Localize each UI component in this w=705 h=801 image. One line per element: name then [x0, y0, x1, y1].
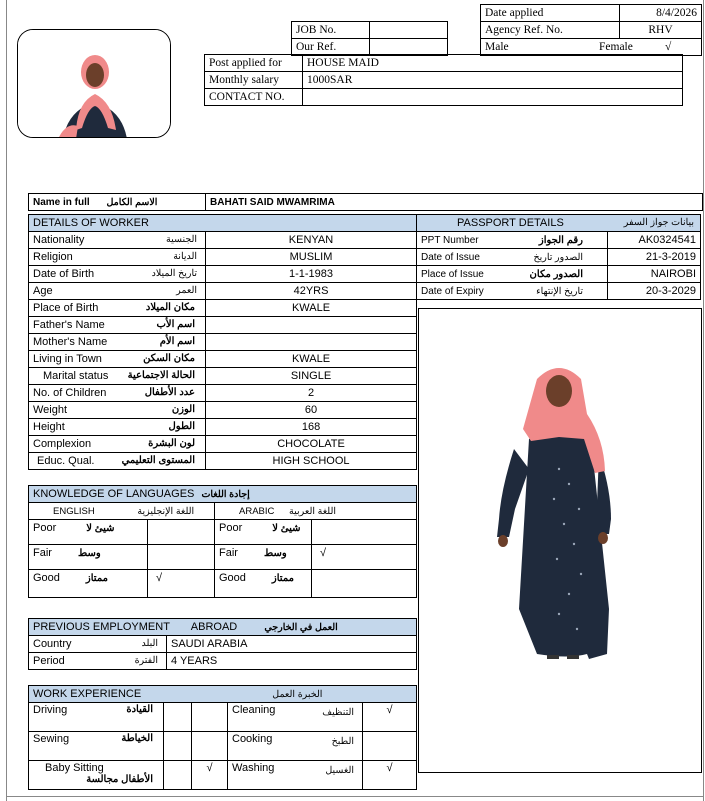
- worker-label-cell: [29, 436, 206, 453]
- worker-row: [29, 402, 417, 419]
- arabic-header: [215, 503, 417, 520]
- arabic-level-cell: [215, 545, 312, 570]
- work-exp-title: WORK EXPERIENCE: [33, 688, 142, 700]
- worker-label-cell: [29, 419, 206, 436]
- passport-row: [417, 232, 701, 249]
- work-left-label: Baby Sitting: [45, 762, 104, 774]
- passport-label-ar: رقم الجواز: [538, 234, 583, 246]
- passport-value: AK0324541: [608, 232, 701, 249]
- arabic-level-label-ar: ممتاز: [271, 573, 294, 584]
- period-label-cell: [29, 653, 167, 670]
- english-mark: [148, 545, 215, 570]
- date-applied-value: 8/4/2026: [620, 5, 702, 22]
- work-right-mark: [363, 732, 417, 761]
- passport-table: [416, 214, 701, 300]
- work-left-gap: [164, 703, 192, 732]
- worker-label: Father's Name: [33, 319, 105, 331]
- english-level-cell: [29, 520, 148, 545]
- worker-row: [29, 249, 417, 266]
- monthly-salary-value: 1000SAR: [303, 72, 683, 89]
- worker-label-ar: الديانة: [173, 251, 197, 262]
- prev-emp-title-ar: العمل في الخارجي: [264, 622, 338, 633]
- work-left-cell: [29, 732, 164, 761]
- period-value: 4 YEARS: [167, 653, 417, 670]
- worker-label-ar: العمر: [176, 285, 197, 296]
- work-right-cell: [228, 732, 363, 761]
- passport-value: 20-3-2029: [608, 283, 701, 300]
- work-left-label-ar: الخياطة: [121, 733, 153, 744]
- worker-label-cell: [29, 368, 206, 385]
- worker-label-ar: الجنسية: [166, 234, 197, 245]
- worker-row: [29, 351, 417, 368]
- worker-label: Date of Birth: [33, 268, 95, 280]
- post-applied-label: Post applied for: [205, 55, 303, 72]
- language-row: [29, 545, 417, 570]
- work-left-mark: [192, 703, 228, 732]
- worker-value: [206, 317, 417, 334]
- worker-label: Weight: [33, 404, 68, 416]
- worker-value: MUSLIM: [206, 249, 417, 266]
- english-mark: [148, 520, 215, 545]
- languages-title-cell: [29, 486, 417, 503]
- worker-value: KENYAN: [206, 232, 417, 249]
- worker-row: [29, 453, 417, 470]
- worker-label: No. of Children: [33, 387, 107, 399]
- worker-row: [29, 419, 417, 436]
- work-left-mark: √: [192, 761, 228, 790]
- page-border-bottom: [6, 796, 704, 797]
- worker-row: [29, 232, 417, 249]
- language-row: [29, 570, 417, 598]
- work-left-label: Driving: [33, 704, 68, 716]
- name-label: Name in full: [33, 196, 90, 208]
- worker-row: [29, 266, 417, 283]
- work-left-label: Sewing: [33, 733, 70, 745]
- arabic-level-label-ar: شيئ لا: [272, 523, 301, 534]
- agency-ref-value: RHV: [620, 22, 702, 39]
- work-exp-title-cell: [29, 686, 417, 703]
- our-ref-label: Our Ref.: [292, 39, 370, 56]
- work-left-gap: [164, 761, 192, 790]
- period-label: Period: [33, 655, 65, 667]
- prev-emp-title-cell: [29, 619, 417, 636]
- country-label: Country: [33, 638, 72, 650]
- worker-label: Mother's Name: [33, 336, 108, 348]
- worker-row: [29, 436, 417, 453]
- work-left-gap: [164, 732, 192, 761]
- arabic-mark: [312, 570, 417, 598]
- passport-value: NAIROBI: [608, 266, 701, 283]
- portrait-photo-icon: [18, 30, 171, 138]
- prev-emp-abroad: ABROAD: [190, 621, 238, 633]
- worker-row: [29, 368, 417, 385]
- work-left-label-ar: الأطفال مجالسة: [86, 774, 153, 785]
- worker-label-ar: الطول: [168, 421, 195, 432]
- work-right-label-ar: الغسيل: [325, 765, 354, 776]
- name-label-ar: الاسم الكامل: [106, 196, 158, 208]
- worker-label-cell: [29, 249, 206, 266]
- worker-label-cell: [29, 402, 206, 419]
- worker-label-cell: [29, 453, 206, 470]
- agency-ref-label: Agency Ref. No.: [481, 22, 620, 39]
- full-body-photo-frame: [418, 308, 702, 773]
- full-body-photo-icon: [419, 309, 702, 773]
- worker-label-cell: [29, 300, 206, 317]
- work-right-label-ar: التنظيف: [322, 707, 354, 718]
- passport-label-cell: [417, 283, 608, 300]
- english-level-label-ar: شيئ لا: [86, 523, 115, 534]
- arabic-mark: √: [312, 545, 417, 570]
- contact-label: CONTACT NO.: [205, 89, 303, 106]
- worker-value: KWALE: [206, 300, 417, 317]
- worker-label-cell: [29, 334, 206, 351]
- english-mark: √: [148, 570, 215, 598]
- passport-label-cell: [417, 266, 608, 283]
- worker-label: Age: [33, 285, 53, 297]
- worker-value: [206, 334, 417, 351]
- country-label-cell: [29, 636, 167, 653]
- worker-label-cell: [29, 317, 206, 334]
- english-header: [29, 503, 215, 520]
- english-label: ENGLISH: [53, 505, 95, 517]
- work-right-label: Cleaning: [232, 704, 276, 716]
- english-level-cell: [29, 545, 148, 570]
- worker-label: Religion: [33, 251, 73, 263]
- passport-label-ar: تاريخ الإنتهاء: [536, 285, 583, 297]
- female-mark: √: [665, 41, 672, 53]
- worker-label-ar: الوزن: [171, 404, 195, 415]
- date-applied-label: Date applied: [481, 5, 620, 22]
- language-row: [29, 520, 417, 545]
- english-level-cell: [29, 570, 148, 598]
- worker-row: [29, 334, 417, 351]
- passport-label: Date of Expiry: [421, 285, 484, 297]
- arabic-mark: [312, 520, 417, 545]
- male-label: Male: [485, 41, 509, 53]
- worker-row: [29, 385, 417, 402]
- post-applied-table: [204, 54, 683, 106]
- country-label-ar: البلد: [141, 638, 158, 649]
- worker-label-cell: [29, 266, 206, 283]
- worker-label-ar: اسم الأب: [156, 319, 195, 330]
- work-right-label: Cooking: [232, 733, 273, 745]
- work-right-mark: √: [363, 703, 417, 732]
- arabic-level-label-ar: وسط: [263, 548, 287, 559]
- passport-label: Date of Issue: [421, 251, 480, 263]
- english-level-label: Good: [33, 572, 60, 584]
- work-right-cell: [228, 761, 363, 790]
- arabic-label-ar: اللغة العربية: [289, 505, 336, 517]
- worker-value: 2: [206, 385, 417, 402]
- work-row: [29, 732, 417, 761]
- worker-label: Living in Town: [33, 353, 102, 365]
- worker-label-cell: [29, 283, 206, 300]
- worker-label: Educ. Qual.: [37, 455, 95, 467]
- period-label-ar: الفترة: [134, 655, 158, 666]
- worker-value: 1-1-1983: [206, 266, 417, 283]
- worker-value: KWALE: [206, 351, 417, 368]
- english-label-ar: اللغة الإنجليزية: [137, 505, 195, 517]
- worker-title: DETAILS OF WORKER: [29, 215, 417, 232]
- monthly-salary-label: Monthly salary: [205, 72, 303, 89]
- arabic-level-cell: [215, 570, 312, 598]
- page-border-right: [703, 0, 704, 801]
- worker-row: [29, 283, 417, 300]
- worker-row: [29, 317, 417, 334]
- arabic-level-label: Fair: [219, 547, 238, 559]
- passport-title-cell: [417, 215, 701, 232]
- languages-title-ar: إجادة اللغات: [201, 489, 250, 500]
- passport-label: PPT Number: [421, 234, 479, 246]
- passport-label: Place of Issue: [421, 268, 484, 280]
- worker-label-ar: لون البشرة: [148, 438, 195, 449]
- worker-value: HIGH SCHOOL: [206, 453, 417, 470]
- work-row: [29, 703, 417, 732]
- header-ref-table: [480, 4, 702, 56]
- previous-employment-table: [28, 618, 417, 670]
- worker-label-ar: المستوى التعليمي: [121, 455, 195, 466]
- worker-label: Complexion: [33, 438, 92, 450]
- work-right-label-ar: الطبخ: [331, 736, 354, 747]
- work-left-cell: [29, 703, 164, 732]
- worker-label: Marital status: [43, 370, 109, 382]
- worker-label-ar: الحالة الاجتماعية: [127, 370, 195, 381]
- work-left-cell: [29, 761, 164, 790]
- worker-value: SINGLE: [206, 368, 417, 385]
- passport-label-ar: الصدور تاريخ: [533, 251, 583, 263]
- languages-table: [28, 485, 417, 598]
- worker-label: Nationality: [33, 234, 85, 246]
- post-applied-value: HOUSE MAID: [303, 55, 683, 72]
- languages-title: KNOWLEDGE OF LANGUAGES: [33, 488, 195, 500]
- worker-label-ar: عدد الأطفال: [144, 387, 195, 398]
- worker-table: [28, 214, 417, 470]
- worker-label-ar: تاريخ الميلاد: [151, 268, 197, 279]
- female-label: Female: [599, 41, 633, 53]
- name-value: BAHATI SAID MWAMRIMA: [206, 194, 703, 211]
- work-exp-title-ar: الخبرة العمل: [272, 689, 323, 700]
- name-label-cell: [29, 194, 206, 211]
- prev-emp-title: PREVIOUS EMPLOYMENT: [33, 621, 170, 633]
- passport-row: [417, 249, 701, 266]
- worker-row: [29, 300, 417, 317]
- arabic-level-label: Good: [219, 572, 246, 584]
- work-right-cell: [228, 703, 363, 732]
- arabic-level-label: Poor: [219, 522, 243, 534]
- passport-row: [417, 266, 701, 283]
- worker-label-cell: [29, 232, 206, 249]
- work-left-label-ar: القيادة: [126, 704, 153, 715]
- passport-value: 21-3-2019: [608, 249, 701, 266]
- work-row: [29, 761, 417, 790]
- page-border-left: [6, 0, 7, 801]
- worker-value: CHOCOLATE: [206, 436, 417, 453]
- passport-label-ar: الصدور مكان: [529, 268, 583, 280]
- work-right-mark: √: [363, 761, 417, 790]
- worker-label-ar: مكان الميلاد: [145, 302, 195, 313]
- worker-label-ar: اسم الأم: [159, 336, 195, 347]
- arabic-level-cell: [215, 520, 312, 545]
- english-level-label-ar: وسط: [77, 548, 101, 559]
- name-table: [28, 193, 703, 211]
- work-experience-table: [28, 685, 417, 790]
- job-no-value: [370, 22, 448, 39]
- worker-label-ar: مكان السكن: [143, 353, 195, 364]
- english-level-label: Poor: [33, 522, 57, 534]
- arabic-label: ARABIC: [239, 505, 275, 517]
- worker-value: 42YRS: [206, 283, 417, 300]
- our-ref-value: [370, 39, 448, 56]
- worker-label: Place of Birth: [33, 302, 99, 314]
- country-value: SAUDI ARABIA: [167, 636, 417, 653]
- passport-row: [417, 283, 701, 300]
- worker-label-cell: [29, 351, 206, 368]
- passport-label-cell: [417, 249, 608, 266]
- passport-title: PASSPORT DETAILS: [457, 217, 564, 229]
- passport-label-cell: [417, 232, 608, 249]
- portrait-photo-frame: [17, 29, 171, 138]
- worker-value: 60: [206, 402, 417, 419]
- passport-title-ar: بيانات جواز السفر: [623, 217, 694, 228]
- worker-label-cell: [29, 385, 206, 402]
- english-level-label: Fair: [33, 547, 52, 559]
- job-no-table: [291, 21, 448, 56]
- english-level-label-ar: ممتاز: [85, 573, 108, 584]
- worker-value: 168: [206, 419, 417, 436]
- contact-value: [303, 89, 683, 106]
- job-no-label: JOB No.: [292, 22, 370, 39]
- work-right-label: Washing: [232, 762, 275, 774]
- worker-label: Height: [33, 421, 65, 433]
- work-left-mark: [192, 732, 228, 761]
- gender-row: [481, 39, 702, 56]
